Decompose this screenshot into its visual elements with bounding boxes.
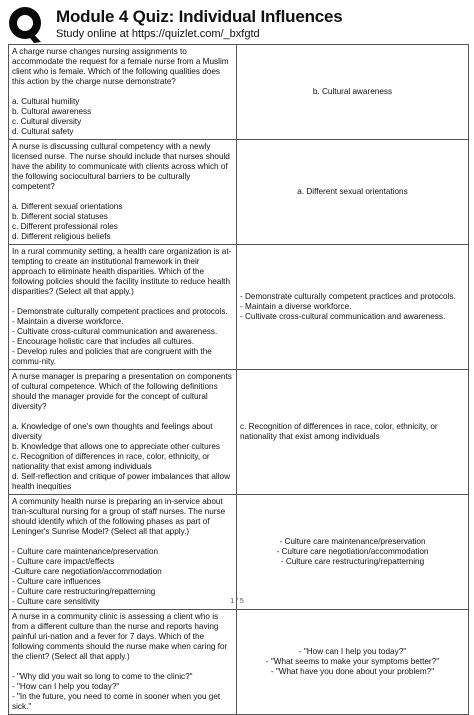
answer-option: d. Cultural safety [12,127,74,136]
answer-cell [237,45,469,140]
answer-option: a. Knowledge of one's own thoughts and feelings about diversity [12,422,213,441]
quizlet-q-logo-icon [8,6,44,44]
question-text: A nurse in a community clinic is assessing a client who is from a different culture than the nurse and reports having painful uri-nation and a fever for 7 days. Which of the following comments should the nurse make when caring for the client? (Select all that apply.) [12,612,228,661]
answer-option: - "How can I help you today?" [12,682,120,691]
spacer [12,192,233,202]
page-header [8,6,468,44]
spacer [12,537,233,547]
correct-answer: - "What have you done about your problem?" [270,667,435,676]
page-number: 1 / 5 [230,598,244,605]
answer-option: - Demonstrate culturally competent practices and protocols. [12,307,228,316]
question-text: In a rural community setting, a health care organization is at-tempting to create an institutional framework in their approach to eliminate health disparities. Which of the following policies should the facility institute to reduce health disparities? (Select all that apply.) [12,247,232,296]
answer-option: b. Different social statuses [12,212,108,221]
answer-cell [237,495,469,610]
answer-option: - Develop rules and policies that are congruent with the commu-nity. [12,347,212,366]
answer-option: - Culture care maintenance/preservation [12,547,159,556]
correct-answer: - Demonstrate culturally competent practices and protocols. [240,292,456,301]
question-cell [9,610,237,715]
answer-cell [237,610,469,715]
correct-answer: - Culture care maintenance/preservation [279,537,426,546]
answer-option: - Encourage holistic care that includes all cultures. [12,337,195,346]
spacer [12,87,233,97]
answer-option: a. Different sexual orientations [12,202,123,211]
correct-answer: b. Cultural awareness [312,87,393,96]
table-row [9,610,469,715]
answer-option: - Culture care sensitivity [12,597,100,606]
answer-option: - "In the future, you need to come in sooner when you get sick." [12,692,221,711]
correct-answer: - "How can I help you today?" [298,647,407,656]
spacer [12,412,233,422]
table-row [9,245,469,370]
table-row [9,140,469,245]
answer-option: b. Knowledge that allows one to appreciate other cultures [12,442,221,451]
correct-answer: - Cultivate cross-cultural communication and awareness. [240,312,446,321]
answer-option: - Maintain a diverse workforce. [12,317,124,326]
spacer [12,297,233,307]
table-row [9,495,469,610]
table-row [9,370,469,495]
quiz-table [8,44,469,715]
answer-cell [237,245,469,370]
correct-answer: - Maintain a diverse workforce. [240,302,352,311]
answer-option: a. Cultural humility [12,97,80,106]
answer-option: -Culture care negotiation/accommodation [12,567,162,576]
question-cell [9,245,237,370]
question-cell [9,140,237,245]
answer-option: d. Self-reflection and critique of power imbalances that allow health inequities [12,472,230,491]
answer-option: b. Cultural awareness [12,107,92,116]
answer-option: - Cultivate cross-cultural communication and awareness. [12,327,218,336]
question-text: A nurse manager is preparing a presentation on components of cultural competence. Which of the following definitions should the manager provide for the concept of cultural diversity? [12,372,232,411]
correct-answer: - Culture care restructuring/repatterning [280,557,425,566]
correct-answer: - "What seems to make your symptoms better?" [265,657,440,666]
question-cell [9,370,237,495]
study-online-link[interactable]: Study online at https://quizlet.com/_bxfgtd [56,28,260,40]
correct-answer: a. Different sexual orientations [297,187,408,196]
answer-cell [237,370,469,495]
answer-option: - "Why did you wait so long to come to the clinic?" [12,672,193,681]
page-title: Module 4 Quiz: Individual Influences [56,7,343,26]
answer-option: c. Different professional roles [12,222,118,231]
question-cell [9,495,237,610]
question-cell [9,45,237,140]
answer-option: - Culture care restructuring/repatterning [12,587,156,596]
question-text: A nurse is discussing cultural competency with a newly licensed nurse. The nurse should include that nurses should have the ability to communicate with clients across which of the following sociocultural barriers to be culturally competent? [12,142,230,191]
correct-answer: - Culture care negotiation/accommodation [276,547,429,556]
correct-answer: c. Recognition of differences in race, color, ethnicity, or nationality that exist among individuals [240,422,438,441]
table-row [9,45,469,140]
question-text: A charge nurse changes nursing assignments to accommodate the request for a female nurse from a Muslim client who is female. Which of the following qualities does this action by the charge nurse demonstrate? [12,47,229,86]
answer-option: - Culture care impact/effects [12,557,115,566]
answer-cell [237,140,469,245]
answer-option: d. Different religious beliefs [12,232,111,241]
spacer [12,662,233,672]
answer-option: c. Cultural diversity [12,117,82,126]
question-text: A community health nurse is preparing an in-service about tran-scultural nursing for a group of staff nurses. The nurse should identify which of the following phases as part of Leninger's Sunrise Model? (Select all that apply.) [12,497,226,536]
answer-option: c. Recognition of differences in race, color, ethnicity, or nationality that exist among individuals [12,452,210,471]
answer-option: - Culture care influences [12,577,101,586]
